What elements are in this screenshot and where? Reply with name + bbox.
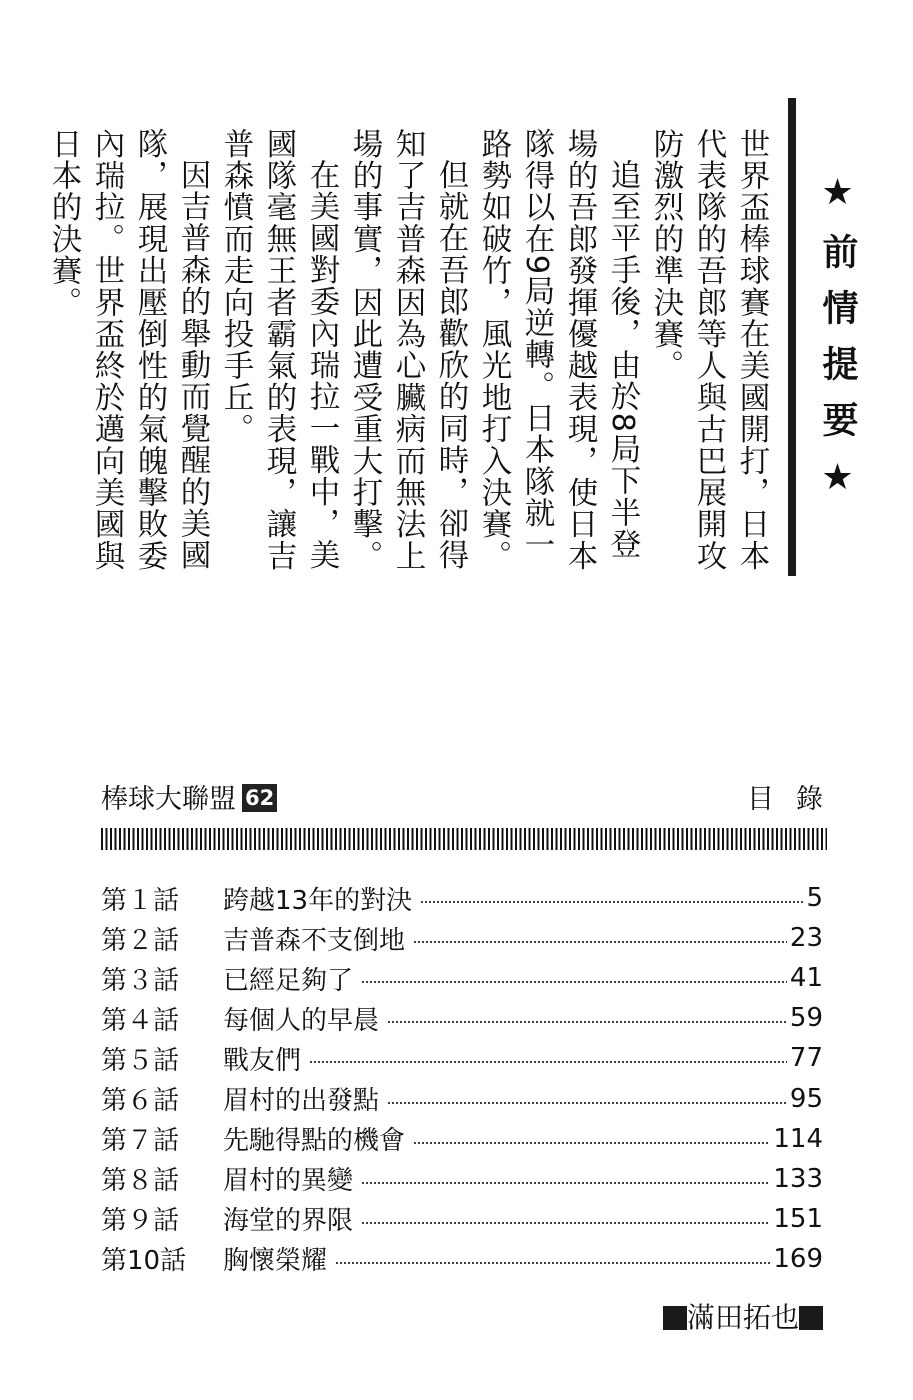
chapter-number: 第４話 [101,1005,180,1036]
chapter-number: 第５話 [101,1045,180,1076]
contents-series-title [101,783,277,817]
chapter-number: 第２話 [101,925,180,956]
synopsis-heading: ★前情提要★ [817,172,858,518]
volume-badge: 62 [242,784,277,812]
chapter-title: 每個人的早晨 [223,1005,380,1036]
chapter-page: 114 [773,1123,823,1154]
chapter-list [101,878,823,1279]
chapter-page: 169 [773,1243,823,1274]
dot-leader [413,941,787,943]
chapter-number: 第６話 [101,1086,180,1117]
synopsis-paragraph: 追至平手後，由於8局下半登場的吾郎發揮優越表現，使日本隊得以在9局逆轉。日本隊就一路勢如破竹，風光地打入決賽。 [476,128,640,572]
chapter-row[interactable] [101,1119,823,1159]
chapter-number: 第９話 [101,1206,180,1237]
chapter-row[interactable] [101,1199,823,1239]
chapter-title: 胸懷榮耀 [223,1246,328,1277]
chapter-number: 第３話 [101,965,180,996]
chapter-row[interactable] [101,878,823,918]
chapter-title: 戰友們 [223,1045,302,1076]
chapter-page: 77 [789,1043,823,1074]
dot-leader [387,1102,787,1104]
dot-leader [413,1142,770,1144]
chapter-number: 第10話 [101,1246,187,1277]
chapter-page: 59 [789,1003,823,1034]
chapter-row[interactable] [101,1038,823,1078]
dot-leader [420,901,803,903]
chapter-row[interactable] [101,998,823,1038]
synopsis-paragraph: 因吉普森的舉動而覺醒的美國隊，展現出壓倒性的氣魄擊敗委內瑞拉。世界盃終於邁向美國與日本的決賽。 [46,128,210,572]
dot-leader [361,1182,770,1184]
chapter-number: 第８話 [101,1166,180,1197]
chapter-number: 第７話 [101,1126,180,1157]
chapter-page: 95 [789,1083,823,1114]
chapter-title: 先馳得點的機會 [223,1126,406,1157]
square-bullet-icon [663,1306,687,1330]
chapter-page: 41 [789,963,823,994]
chapter-page: 133 [773,1163,823,1194]
dot-leader [361,981,787,983]
chapter-number: 第１話 [101,885,180,916]
dot-leader [361,1222,770,1224]
dot-leader [309,1061,787,1063]
synopsis-paragraph: 但就在吾郎歡欣的同時，卻得知了吉普森因為心臟病而無法上場的事實，因此遭受重大打擊。 [347,128,468,572]
synopsis-divider [788,98,796,576]
chapter-row[interactable] [101,958,823,998]
chapter-title: 海堂的界限 [223,1206,354,1237]
chapter-row[interactable] [101,1239,823,1279]
square-bullet-icon [799,1306,823,1330]
contents-label: 目錄 [747,784,845,815]
chapter-title: 已經足夠了 [223,965,354,996]
chapter-row[interactable] [101,1159,823,1199]
chapter-title: 跨越13年的對決 [223,885,413,916]
synopsis-body [46,128,773,588]
chapter-title: 眉村的異變 [223,1166,354,1197]
chapter-page: 23 [789,923,823,954]
author-credit [663,1300,823,1336]
chapter-row[interactable] [101,918,823,958]
synopsis-paragraph: 在美國對委內瑞拉一戰中，美國隊毫無王者霸氣的表現，讓吉普森憤而走向投手丘。 [218,128,339,572]
decorative-stripe-divider [101,828,827,850]
dot-leader [387,1021,787,1023]
chapter-title: 吉普森不支倒地 [223,925,406,956]
chapter-page: 5 [806,883,823,914]
chapter-row[interactable] [101,1078,823,1118]
author-name: 滿田拓也 [686,1301,799,1334]
synopsis-paragraph: 世界盃棒球賽在美國開打，日本代表隊的吾郎等人與古巴展開攻防激烈的準決賽。 [648,128,769,572]
chapter-title: 眉村的出發點 [223,1086,380,1117]
dot-leader [335,1262,770,1264]
chapter-page: 151 [773,1203,823,1234]
series-title: 棒球大聯盟 [101,784,236,815]
